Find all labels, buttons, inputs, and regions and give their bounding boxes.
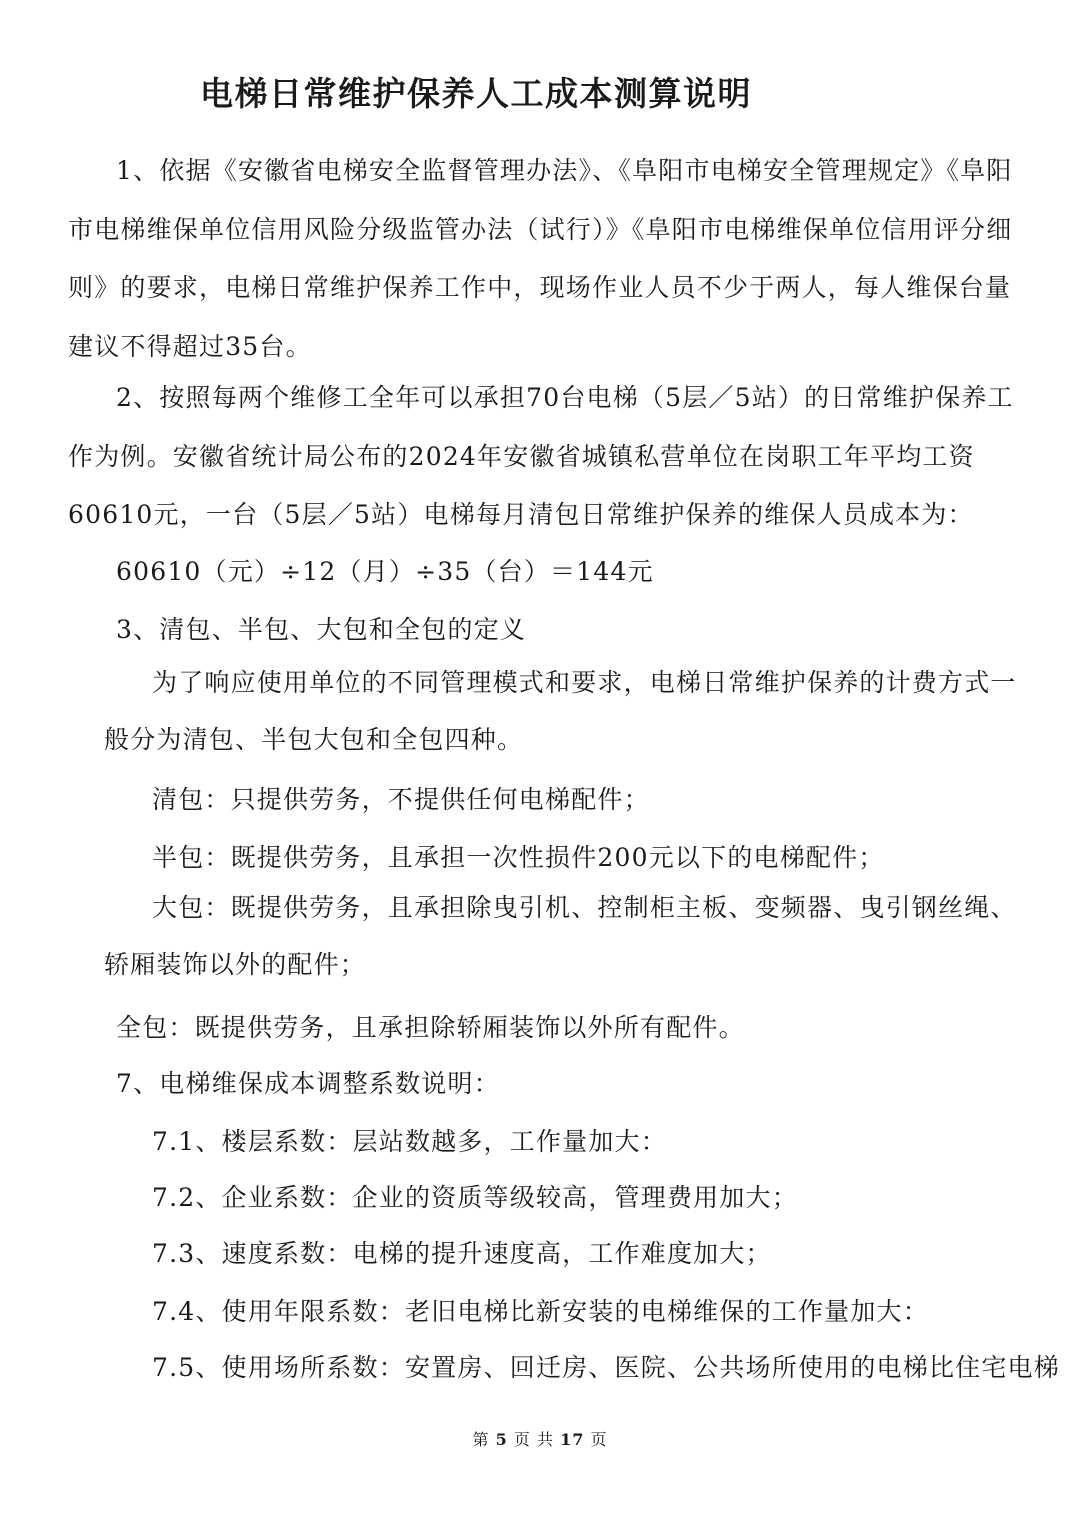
definition-qingbao: 清包：只提供劳务，不提供任何电梯配件； (152, 785, 650, 814)
coefficient-item: 7.4、使用年限系数：老旧电梯比新安装的电梯维保的工作量加大： (152, 1297, 929, 1326)
current-page-number: 5 (495, 1430, 508, 1449)
definition-banbao: 半包：既提供劳务，且承担一次性损件200元以下的电梯配件； (152, 843, 885, 872)
definition-dabao: 大包：既提供劳务，且承担除曳引机、控制柜主板、变频器、曳引钢丝绳、轿厢装饰以外的配件； (104, 893, 1017, 979)
paragraph-2: 2、按照每两个维修工全年可以承担70台电梯（5层／5站）的日常维护保养工作为例。安徽省统计局公布的2024年安徽省城镇私营单位在岗职工年平均工资60610元，一台（5层／5站）电梯每月清包日常维护保养的维保人员成本为： (68, 383, 1014, 529)
coefficient-item: 7.2、企业系数：企业的资质等级较高，管理费用加大； (152, 1183, 798, 1212)
paragraph-1: 1、依据《安徽省电梯安全监督管理办法》、《阜阳市电梯安全管理规定》《阜阳市电梯维保单位信用风险分级监管办法（试行）》《阜阳市电梯维保单位信用评分细则》的要求，电梯日常维护保养工作中，现场作业人员不少于两人，每人维保台量建议不得超过35台。 (68, 156, 1013, 361)
coefficient-item: 7.1、楼层系数：层站数越多，工作量加大： (152, 1127, 667, 1156)
footer-prefix: 第 (472, 1430, 490, 1449)
cost-formula: 60610（元）÷12（月）÷35（台）＝144元 (116, 557, 654, 586)
definition-quanbao: 全包：既提供劳务，且承担除轿厢装饰以外所有配件。 (116, 1013, 745, 1042)
coefficient-item: 7.5、使用场所系数：安置房、回迁房、医院、公共场所使用的电梯比住宅电梯 (152, 1353, 1060, 1382)
section-3-intro: 为了响应使用单位的不同管理模式和要求，电梯日常维护保养的计费方式一般分为清包、半包大包和全包四种。 (104, 668, 1017, 754)
page-footer (0, 1427, 1080, 1450)
footer-middle: 页 共 (513, 1430, 554, 1449)
total-page-number: 17 (560, 1430, 585, 1449)
footer-suffix: 页 (590, 1430, 608, 1449)
document-title: 电梯日常维护保养人工成本测算说明 (200, 74, 752, 113)
coefficient-item: 7.3、速度系数：电梯的提升速度高，工作难度加大； (152, 1239, 772, 1268)
section-3-heading: 3、清包、半包、大包和全包的定义 (116, 615, 527, 644)
section-7-heading: 7、电梯维保成本调整系数说明： (116, 1069, 500, 1098)
